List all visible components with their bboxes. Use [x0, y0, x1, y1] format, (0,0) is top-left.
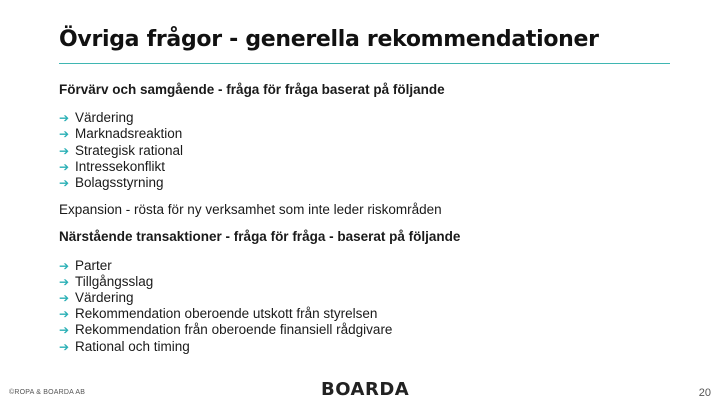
page-number: 20: [698, 387, 711, 399]
list-item: ➔ Värdering: [59, 290, 134, 306]
arrow-right-icon: ➔: [59, 339, 70, 354]
list-item: ➔ Rekommendation oberoende utskott från styrelsen: [59, 306, 378, 322]
arrow-right-icon: ➔: [59, 323, 70, 338]
arrow-right-icon: ➔: [59, 111, 70, 126]
arrow-right-icon: ➔: [59, 274, 70, 289]
section-heading-related-party: Närstående transaktioner - fråga för fråga - baserat på följande: [59, 229, 461, 245]
acquisitions-list: [59, 110, 679, 191]
list-item: ➔ Strategisk rational: [59, 142, 184, 158]
list-item: ➔ Bolagsstyrning: [59, 175, 164, 191]
title-divider: [59, 63, 670, 64]
arrow-right-icon: ➔: [59, 127, 70, 142]
arrow-right-icon: ➔: [59, 159, 70, 174]
list-item: ➔ Tillgångsslag: [59, 273, 154, 289]
copyright-text: ©ROPA & BOARDA AB: [9, 389, 86, 396]
list-item: ➔ Parter: [59, 257, 112, 273]
slide-content: [59, 82, 679, 366]
arrow-right-icon: ➔: [59, 291, 70, 306]
arrow-right-icon: ➔: [59, 307, 70, 322]
arrow-right-icon: ➔: [59, 258, 70, 273]
list-item: ➔ Rekommendation från oberoende finansiell rådgivare: [59, 322, 393, 338]
expansion-text: Expansion - rösta för ny verksamhet som inte leder riskområden: [59, 202, 442, 218]
list-item: ➔ Intressekonflikt: [59, 158, 166, 174]
arrow-right-icon: ➔: [59, 143, 70, 158]
arrow-right-icon: ➔: [59, 176, 70, 191]
list-item: ➔ Marknadsreaktion: [59, 126, 183, 142]
related-party-list: [59, 258, 679, 355]
list-item: ➔ Värdering: [59, 110, 134, 126]
list-item: ➔ Rational och timing: [59, 338, 190, 354]
boarda-logo: BOARDA: [321, 379, 410, 400]
slide-title: Övriga frågor - generella rekommendationer: [59, 27, 599, 52]
section-heading-acquisitions: Förvärv och samgående - fråga för fråga baserat på följande: [59, 82, 445, 97]
